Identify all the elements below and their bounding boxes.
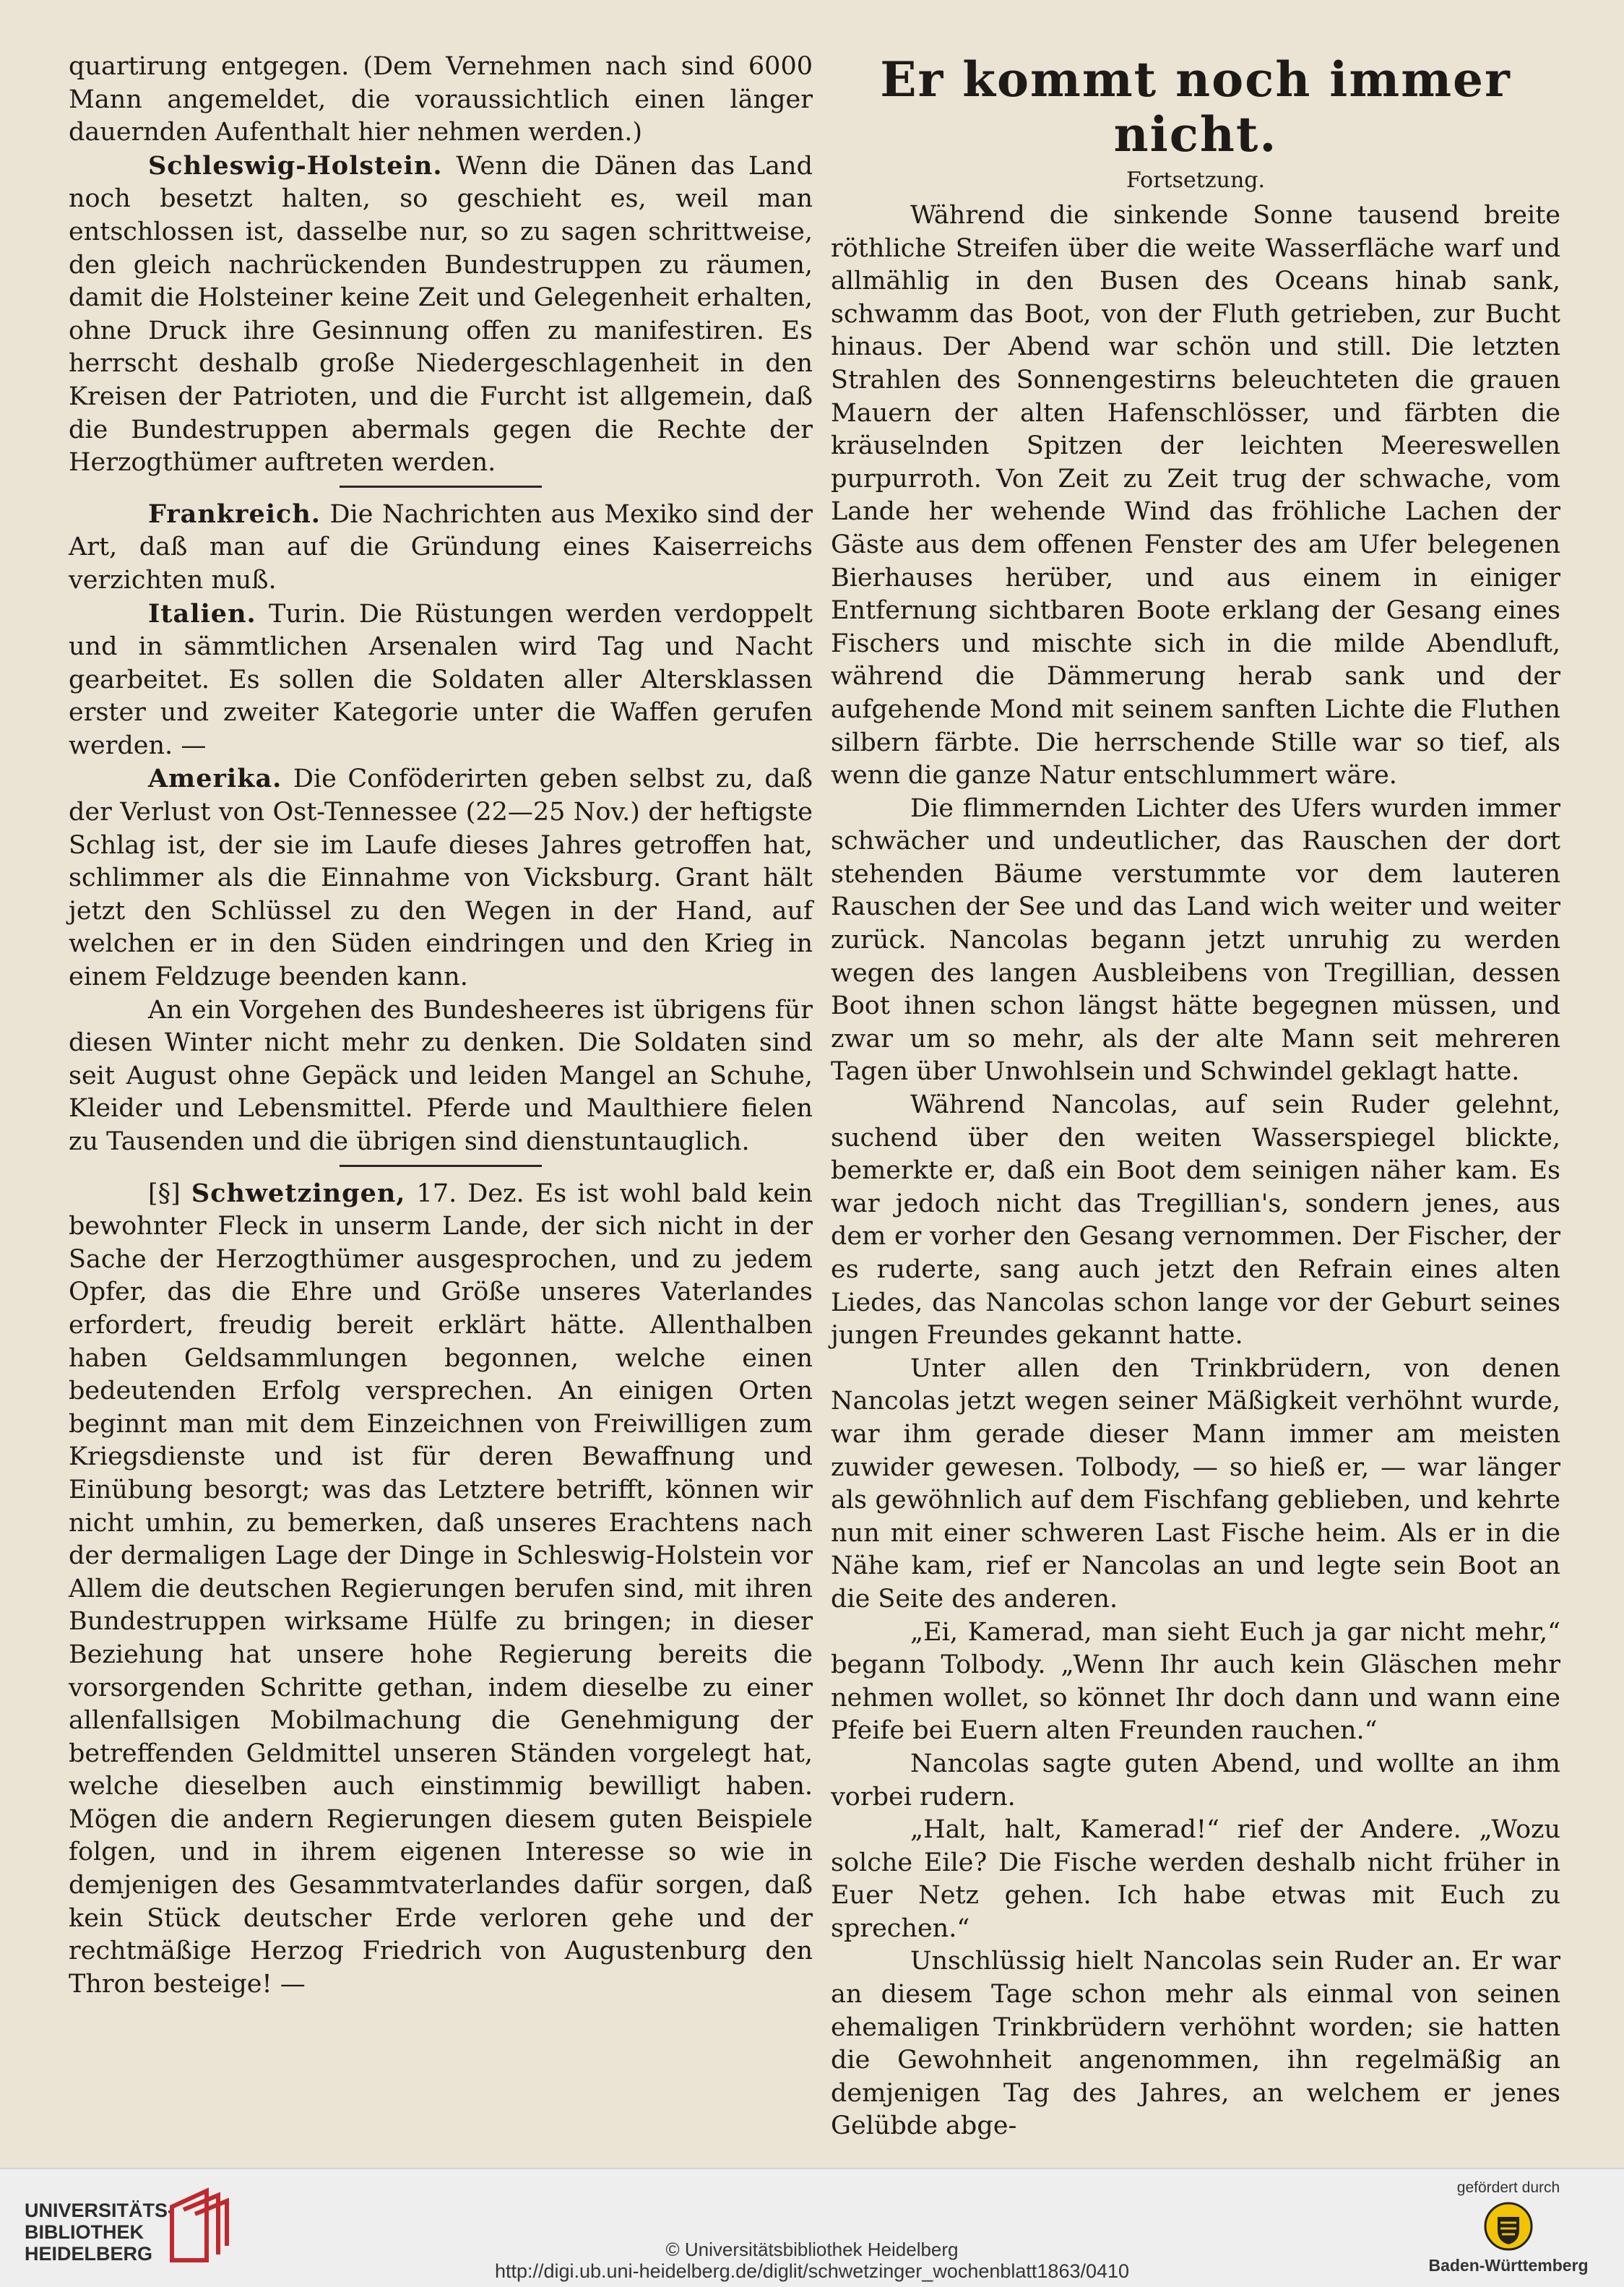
heading-amerika: Amerika. — [148, 764, 282, 794]
paragraph-quartirung: quartirung entgegen. (Dem Vernehmen nach sind 6000 Mann angemeldet, die voraussichtlich einen länger dauernden Aufenthalt hier nehmen werden.) — [69, 52, 813, 147]
heading-frankreich: Frankreich. — [148, 499, 321, 529]
sponsor-block — [1422, 2179, 1595, 2275]
heading-schleswig-holstein: Schleswig-Holstein. — [148, 150, 443, 181]
story-paragraph: Unter allen den Trinkbrüdern, von denen Nancolas jetzt wegen seiner Mäßigkeit verhöhnt wurde, war ihm gerade dieser Mann immer am meisten zuwider gewesen. Tolbody, — so hieß er, — war länger als gewöhnlich auf dem Fischfang geblieben, und kehrte nun mit einer schweren Last Fische heim. Als er in die Nähe kam, rief er Nancolas an und legte sein Boot an die Seite des anderen. — [831, 1353, 1560, 1614]
source-url[interactable]: http://digi.ub.uni-heidelberg.de/diglit/schwetzinger_wochenblatt1863/0410 — [494, 2260, 1130, 2282]
library-line-3: HEIDELBERG — [25, 2243, 153, 2265]
story-paragraph: „Ei, Kamerad, man sieht Euch ja gar nicht mehr,“ begann Tolbody. „Wenn Ihr auch kein Gläschen mehr nehmen wollet, so könnet Ihr doch dann und wann eine Pfeife bei Euern alten Freunden rauchen.“ — [831, 1617, 1560, 1746]
library-line-1: UNIVERSITÄTS- — [25, 2200, 175, 2221]
right-column — [831, 51, 1560, 2143]
copyright-text: © Universitätsbibliothek Heidelberg — [665, 2239, 959, 2260]
story-paragraph: Die flimmernden Lichter des Ufers wurden immer schwächer und undeutlicher, das Rauschen der dort stehenden Bäume verstummte vor dem lauteren Rauschen der See und das Land wich weiter und weiter zurück. Nancolas begann jetzt unruhig zu werden wegen des langen Ausbleibens von Tregillian, dessen Boot ihnen schon längst hätte begegnen müssen, und zwar um so mehr, als der alte Mann seit mehreren Tagen über Unwohlsein und Schwindel geklagt hatte. — [831, 793, 1560, 1087]
story-subtitle: Fortsetzung. — [1126, 168, 1266, 193]
text-frankreich: Die Nachrichten aus Mexiko sind der Art, daß man auf die Gründung eines Kaiserreichs verzichten muß. — [69, 499, 813, 595]
article-schwetzingen — [69, 1177, 813, 2002]
left-column — [69, 51, 813, 2001]
text-amerika: Die Conföderirten geben selbst zu, daß der Verlust von Ost-Tennessee (22—25 Nov.) der heftigste Schlag ist, der sie im Laufe dieses Jahres getroffen hat, schlimmer als die Einnahme von Vicksburg. Grant hält jetzt den Schlüssel zu den Wegen in der Hand, auf welchen er in den Süden eindringen und den Krieg in einem Feldzuge beenden kann. — [69, 765, 813, 992]
footer-bar — [0, 2168, 1624, 2287]
section-mark: [§] — [148, 1179, 191, 1208]
story-paragraph: Nancolas sagte guten Abend, und wollte an ihm vorbei rudern. — [831, 1749, 1560, 1812]
article-schleswig-holstein — [69, 150, 813, 480]
text-italien: Turin. Die Rüstungen werden verdoppelt und in sämmtlichen Arsenalen wird Tag und Nacht gearbeitet. Es sollen die Soldaten aller Altersklassen erster und zweiter Kategorie unter die Waffen gerufen werden. — — [69, 599, 813, 760]
story-title: Er kommt noch immer nicht. — [880, 51, 1511, 163]
text-schwetzingen: 17. Dez. Es ist wohl bald kein bewohnter Fleck in unserm Lande, der sich nicht in der Sache der Herzogthümer ausgesprochen, und zu jedem Opfer, das die Ehre und Größe unseres Vaterlandes erfordert, freudig bereit erklärt hätte. Allenthalben haben Geldsammlungen begonnen, welche einen bedeutenden Erfolg versprechen. An einigen Orten beginnt man mit dem Einzeichnen von Freiwilligen zum Kriegsdienste und ist für deren Bewaffnung und Einübung besorgt; was das Letztere betrifft, können wir nicht umhin, zu bemerken, daß unseres Erachtens nach der dermaligen Lage der Dinge in Schleswig-Holstein vor Allem die deutschen Regierungen berufen sind, mit ihren Bundestruppen wirksame Hülfe zu bringen; in dieser Beziehung hat unsere hohe Regierung bereits die vorsorgenden Schritte gethan, indem dieselbe zu einer allenfallsigen Mobilmachung die Genehmigung der betreffenden Geldmittel unseren Ständen vorgelegt hat, welche dieselben auch einstimmig bewilligt haben. Mögen die andern Regierungen diesem guten Beispiele folgen, und in ihrem eigenen Interesse so wie in demjenigen des Gesammtvaterlandes dafür sorgen, daß kein Stück deutscher Erde verloren gehe und der rechtmäßige Herzog Friedrich von Augustenburg den Thron besteige! — — [69, 1179, 813, 1999]
heading-italien: Italien. — [148, 598, 256, 629]
divider — [340, 1165, 542, 1167]
library-line-2: BIBLIOTHEK — [25, 2221, 144, 2243]
sponsor-name: Baden-Württemberg — [1428, 2256, 1589, 2275]
paragraph-bundesheer: An ein Vorgehen des Bundesheeres ist übrigens für diesen Winter nicht mehr zu denken. Die Soldaten sind seit August ohne Gepäck und leiden Mangel an Schuhe, Kleider und Lebensmittel. Pferde und Maulthiere fielen zu Tausenden und die übrigen sind dienstuntauglich. — [69, 995, 813, 1156]
text-schleswig-holstein: Wenn die Dänen das Land noch besetzt halten, so geschieht es, weil man entschlossen ist, dasselbe nur, so zu sagen schrittweise, den gleich nachrückenden Bundestruppen zu räumen, damit die Holsteiner keine Zeit und Gelegenheit erhalten, ohne Druck ihre Gesinnung offen zu manifestiren. Es herrscht deshalb große Niedergeschlagenheit in den Kreisen der Patrioten, und die Furcht ist allgemein, daß die Bundestruppen abermals gegen die Rechte der Herzogthümer auftreten werden. — [69, 151, 813, 478]
story-paragraph: Während Nancolas, auf sein Ruder gelehnt, suchend über den weiten Wasserspiegel blickte, bemerkte er, daß ein Boot dem seinigen näher kam. Es war jedoch nicht das Tregillian's, sondern jenes, aus dem er vorher den Gesang vernommen. Der Fischer, der es ruderte, sang auch jetzt den Refrain eines alten Liedes, das Nancolas schon lange vor der Geburt seines jungen Freundes gekannt hatte. — [831, 1090, 1560, 1351]
divider — [340, 486, 542, 488]
story-paragraph: „Halt, halt, Kamerad!“ rief der Andere. „Wozu solche Eile? Die Fische werden deshalb nicht früher in Euer Netz gehen. Ich habe etwas mit Euch zu sprechen.“ — [831, 1815, 1560, 1943]
sponsor-label: gefördert durch — [1456, 2179, 1560, 2196]
article-italien — [69, 598, 813, 763]
article-amerika — [69, 762, 813, 994]
story-paragraph: Während die sinkende Sonne tausend breite röthliche Streifen über die weite Wasserfläche warf und allmählig in den Busen des Oceans hinab sank, schwamm das Boot, von der Fluth getrieben, zur Bucht hinaus. Der Abend war schön und still. Die letzten Strahlen des Sonnengestirns beleuchteten die grauen Mauern der alten Hafenschlösser, und färbten die kräuselnden Spitzen der leichten Meereswellen purpurroth. Von Zeit zu Zeit trug der schwache, vom Lande her wehende Wind das fröhliche Lachen der Gäste aus dem offenen Fenster des am Ufer belegenen Bierhauses herüber, und aus einem in einiger Entfernung sichtbaren Boote erklang der Gesang eines Fischers und mischte sich in die milde Abendluft, während die Dämmerung herab sank und der aufgehende Mond mit seinem sanften Lichte die Fluthen silbern färbte. Die herrschende Stille war so tief, als wenn die ganze Natur entschlummert wäre. — [831, 201, 1560, 791]
article-frankreich — [69, 498, 813, 598]
heading-schwetzingen: Schwetzingen, — [191, 1178, 406, 1208]
story-paragraph: Unschlüssig hielt Nancolas sein Ruder an. Er war an diesem Tage schon mehr als einmal von seinen ehemaligen Trinkbrüdern verhöhnt worden; sie hatten die Gewohnheit angenommen, ihn regelmäßig an demjenigen Tag des Jahres, an welchem er jenes Gelübde abge- — [831, 1947, 1560, 2141]
coat-of-arms-icon — [1483, 2201, 1534, 2252]
